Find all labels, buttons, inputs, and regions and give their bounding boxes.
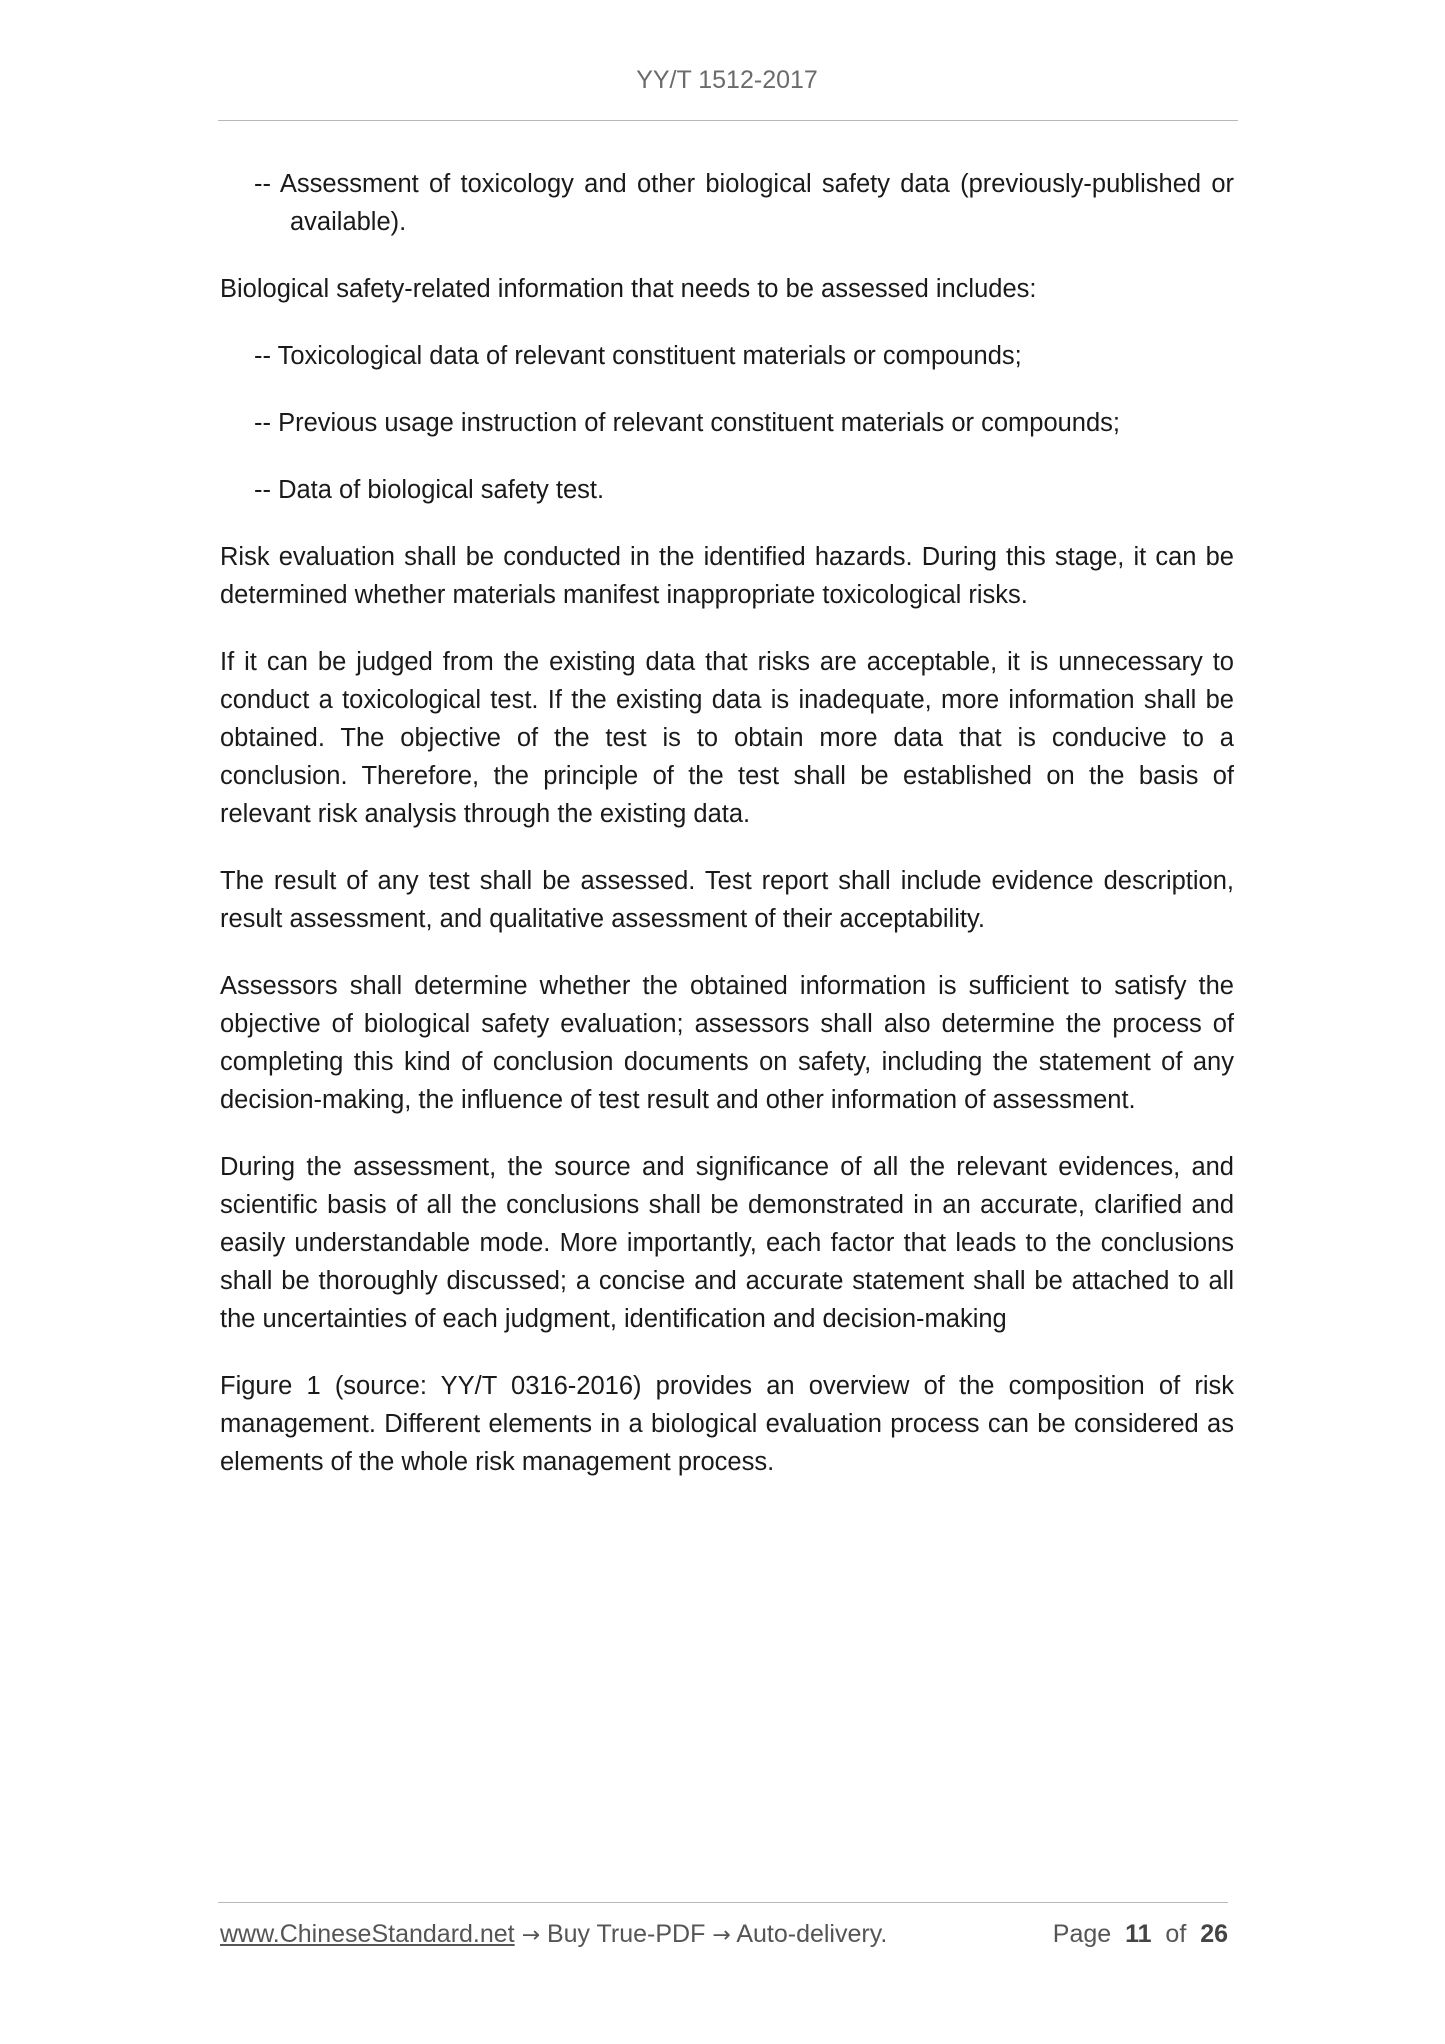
paragraph: Assessors shall determine whether the obtained information is sufficient to satisfy the objective of biological safety evaluation; assessors shall also determine the process of completing this kind of conclusion documents on safety, including the statement of any decision-making, the influence of test result and other information of assessment.	[220, 972, 1234, 1114]
paragraph: Figure 1 (source: YY/T 0316-2016) provides an overview of the composition of risk management. Different elements in a biological evaluation process can be considered as elements of the whole risk management process.	[220, 1372, 1234, 1476]
page-indicator	[1053, 1920, 1228, 1949]
footer-promo	[220, 1920, 887, 1949]
header-divider	[218, 120, 1238, 121]
page-number: 11	[1125, 1920, 1152, 1948]
of-label: of	[1165, 1920, 1187, 1948]
paragraph: If it can be judged from the existing data that risks are acceptable, it is unnecessary to conduct a toxicological test. If the existing data is inadequate, more information shall be obtained. The objective of the test is to obtain more data that is conducive to a conclusion. Therefore, the principle of the test shall be established on the basis of relevant risk analysis through the existing data.	[220, 648, 1234, 828]
list-item: -- Data of biological safety test.	[254, 476, 605, 504]
arrow-right-icon: →	[521, 1923, 541, 1948]
paragraph: The result of any test shall be assessed. Test report shall include evidence description, result assessment, and qualitative assessment of their acceptability.	[220, 867, 1234, 933]
arrow-right-icon: →	[712, 1923, 731, 1948]
page-footer	[220, 1920, 1230, 1956]
page-total: 26	[1200, 1920, 1228, 1948]
document-id: YY/T 1512-2017	[636, 66, 818, 94]
paragraph: Biological safety-related information that needs to be assessed includes:	[220, 275, 1037, 303]
document-body	[220, 165, 1234, 1510]
paragraph: During the assessment, the source and significance of all the relevant evidences, and scientific basis of all the conclusions shall be demonstrated in an accurate, clarified and easily understandable mode. More importantly, each factor that leads to the conclusions shall be thoroughly discussed; a concise and accurate statement shall be attached to all the uncertainties of each judgment, identification and decision-making	[220, 1153, 1234, 1333]
page-label: Page	[1052, 1920, 1112, 1948]
footer-divider	[218, 1902, 1228, 1903]
page-header	[218, 66, 1236, 95]
list-item: -- Toxicological data of relevant constituent materials or compounds;	[254, 342, 1022, 370]
buy-pdf-text: Buy True-PDF	[546, 1920, 706, 1948]
auto-delivery-text: Auto-delivery.	[736, 1920, 888, 1948]
website-link[interactable]: www.ChineseStandard.net	[220, 1920, 515, 1948]
paragraph: Risk evaluation shall be conducted in the identified hazards. During this stage, it can be determined whether materials manifest inappropriate toxicological risks.	[220, 543, 1234, 609]
list-item: -- Previous usage instruction of relevant constituent materials or compounds;	[254, 409, 1121, 437]
list-item: -- Assessment of toxicology and other biological safety data (previously-published or available).	[254, 170, 1234, 236]
